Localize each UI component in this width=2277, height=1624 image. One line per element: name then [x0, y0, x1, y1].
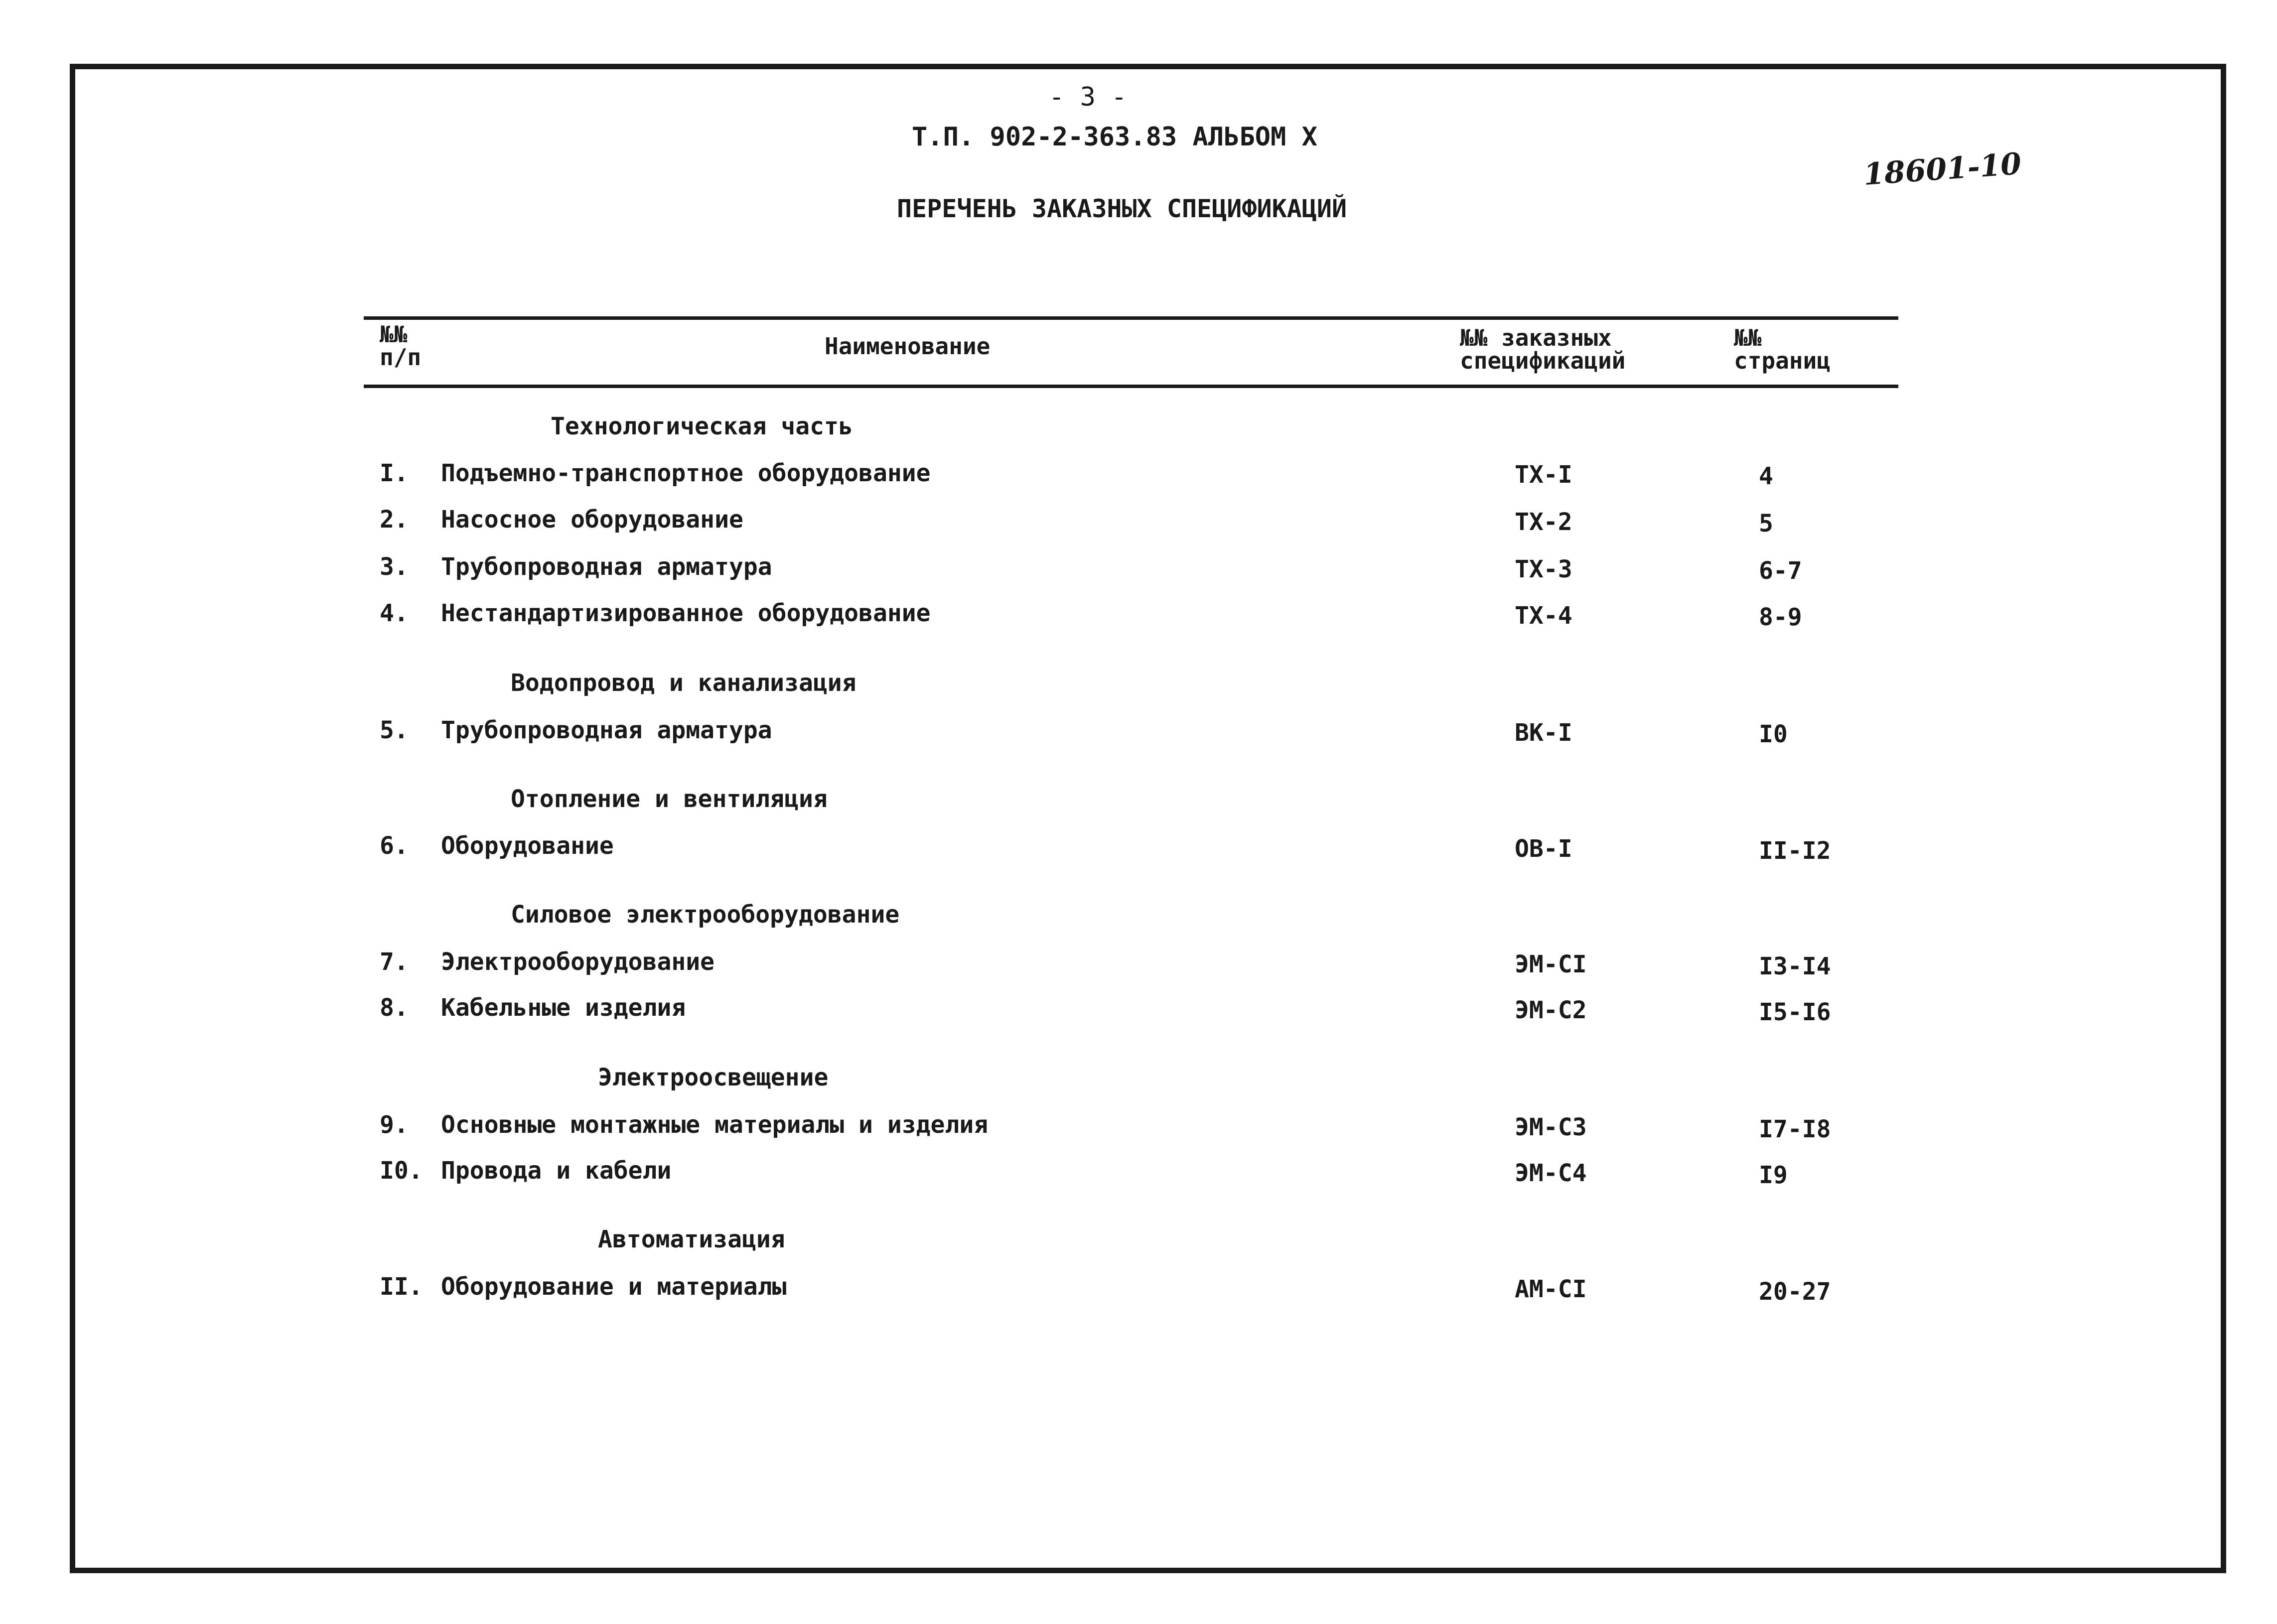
column-header-name: Наименование: [825, 333, 991, 360]
row-name: Оборудование и материалы: [441, 1273, 787, 1301]
row-name: Электрооборудование: [441, 948, 715, 976]
section-heading: Отопление и вентиляция: [511, 785, 828, 813]
row-number: 4.: [380, 599, 409, 627]
row-name: Подъемно-транспортное оборудование: [441, 459, 931, 487]
row-pages: 4: [1759, 462, 1773, 490]
column-header-spec: №№ заказных спецификаций: [1460, 324, 1626, 374]
row-name: Трубопроводная арматура: [441, 716, 772, 744]
row-spec: АМ-СI: [1515, 1275, 1587, 1303]
row-number: 2.: [380, 506, 409, 534]
row-spec: ЭМ-СI: [1515, 950, 1587, 978]
row-name: Провода и кабели: [441, 1157, 672, 1185]
row-pages: I5-I6: [1759, 998, 1831, 1026]
document-code: Т.П. 902-2-363.83 АЛЬБОМ X: [912, 122, 1317, 152]
row-name: Насосное оборудование: [441, 506, 743, 534]
row-pages: II-I2: [1759, 837, 1831, 865]
row-spec: ОВ-I: [1515, 835, 1572, 863]
row-number: I.: [380, 459, 409, 487]
row-number: 6.: [380, 832, 409, 860]
row-pages: I0: [1759, 720, 1788, 748]
section-heading: Водопровод и канализация: [511, 669, 856, 697]
row-pages: 5: [1759, 510, 1773, 538]
row-pages: 20-27: [1759, 1278, 1831, 1306]
row-spec: ТХ-2: [1515, 508, 1572, 536]
row-name: Нестандартизированное оборудование: [441, 599, 931, 627]
page-frame: [70, 64, 2226, 1573]
column-header-pages: №№ страниц: [1734, 324, 1831, 374]
row-number: 5.: [380, 716, 409, 744]
row-spec: ВК-I: [1515, 719, 1572, 747]
row-pages: I7-I8: [1759, 1115, 1831, 1143]
row-pages: I9: [1759, 1161, 1788, 1189]
section-heading: Силовое электрооборудование: [511, 901, 900, 929]
row-name: Кабельные изделия: [441, 994, 686, 1022]
row-number: 3.: [380, 553, 409, 581]
row-number: 9.: [380, 1111, 409, 1139]
section-heading: Электроосвещение: [598, 1064, 829, 1091]
row-spec: ЭМ-С4: [1515, 1159, 1587, 1187]
row-name: Оборудование: [441, 832, 614, 860]
row-pages: 6-7: [1759, 557, 1802, 585]
row-pages: 8-9: [1759, 603, 1802, 631]
page-title: ПЕРЕЧЕНЬ ЗАКАЗНЫХ СПЕЦИФИКАЦИЙ: [897, 194, 1347, 223]
row-spec: ТХ-4: [1515, 602, 1572, 630]
row-number: 8.: [380, 994, 409, 1022]
row-number: II.: [380, 1273, 423, 1301]
row-name: Трубопроводная арматура: [441, 553, 772, 581]
row-spec: ТХ-I: [1515, 461, 1572, 489]
section-heading: Технологическая часть: [551, 412, 853, 440]
row-spec: ЭМ-С3: [1515, 1113, 1587, 1141]
column-header-number: №№ п/п: [380, 321, 422, 371]
row-spec: ТХ-3: [1515, 555, 1572, 583]
row-name: Основные монтажные материалы и изделия: [441, 1111, 989, 1139]
row-spec: ЭМ-С2: [1515, 996, 1587, 1024]
table-header-rule: [364, 385, 1898, 388]
section-heading: Автоматизация: [598, 1225, 785, 1253]
handwritten-mark: 18601-10: [1862, 146, 2023, 192]
page-number: - 3 -: [1049, 82, 1127, 112]
table-top-rule: [364, 316, 1898, 320]
row-number: 7.: [380, 948, 409, 976]
row-pages: I3-I4: [1759, 952, 1831, 980]
row-number: I0.: [380, 1157, 423, 1185]
